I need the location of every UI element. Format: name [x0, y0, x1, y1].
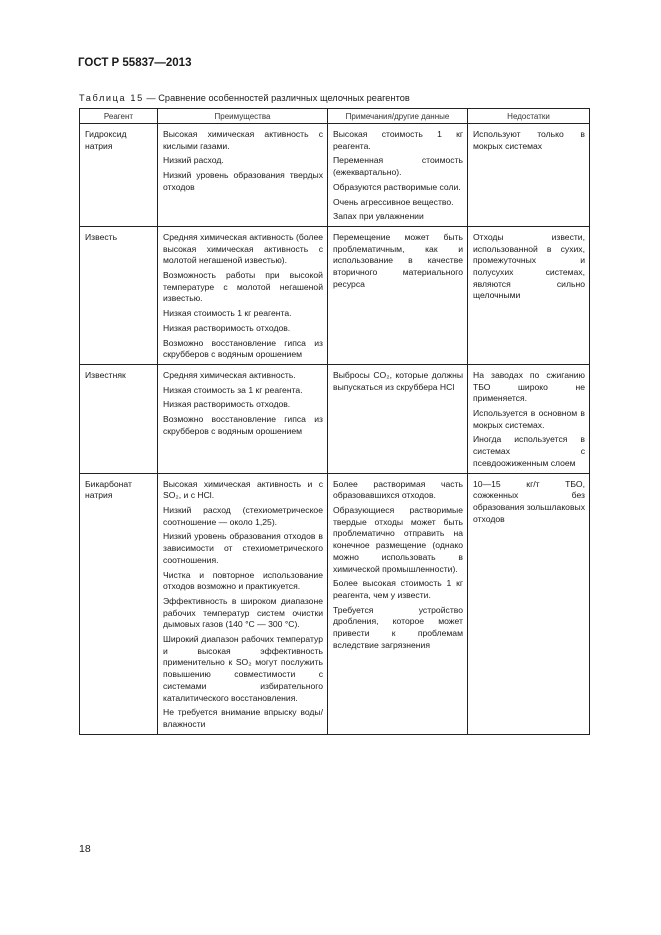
reagent-cell: Известь [80, 226, 158, 364]
header-advantages: Преимущества [158, 109, 328, 124]
advantage-item: Низкая растворимость отходов. [163, 399, 291, 410]
advantage-item: Низкая стоимость 1 кг реагента. [163, 308, 292, 319]
reagent-cell: Известняк [80, 364, 158, 473]
disadvantages-cell [468, 124, 590, 227]
advantages-cell [158, 226, 328, 364]
advantage-item: Чистка и повторное использование отходов возможно и практикуется. [163, 569, 323, 592]
advantage-item: Широкий диапазон рабочих температур и высокая эффективность применительно к SO₂ могут послужить повышению совместимости с системами избирательного каталитического восстановления. [163, 634, 323, 703]
advantage-item: Эффективность в широком диапазоне рабочих температур систем очистки дымовых газов (140 °C — 300 °C). [163, 595, 323, 630]
notes-cell [328, 473, 468, 734]
disadvantages-cell [468, 364, 590, 473]
table-caption-text: — Сравнение особенностей различных щелочных реагентов [143, 93, 410, 103]
note-item: Более растворимая часть образовавшихся отходов. [333, 478, 463, 501]
header-disadvantages: Недостатки [468, 109, 590, 124]
note-item: Перемещение может быть проблематичным, как и использование в качестве вторичного материального ресурса [333, 231, 463, 289]
advantage-item: Возможно восстановление гипса из скрубберов с водяным орошением [163, 414, 323, 436]
advantages-cell [158, 364, 328, 473]
advantage-item: Низкий расход (стехиометрическое соотношение — около 1,25). [163, 504, 323, 527]
table-row [80, 473, 590, 734]
note-item: Требуется устройство дробления, которое может привести к проблемам вследствие загрязнения [333, 604, 463, 650]
advantages-cell [158, 124, 328, 227]
advantage-item: Возможность работы при высокой температуре с молотой негашеной известью. [163, 270, 323, 304]
table-caption [79, 93, 410, 103]
advantage-item: Средняя химическая активность. [163, 369, 296, 380]
advantage-item: Высокая химическая активность с кислыми газами. [163, 129, 323, 151]
note-item: Запах при увлажнении [333, 211, 424, 222]
advantage-item: Возможно восстановление гипса из скрубберов с водяным орошением [163, 337, 323, 360]
note-item: Выбросы CO₂, которые должны выпускаться из скруббера HCl [333, 369, 463, 392]
advantage-item: Средняя химическая активность (более высокая химическая активность с молотой негашеной известью). [163, 231, 323, 266]
notes-cell [328, 364, 468, 473]
note-item: Более высокая стоимость 1 кг реагента, чем у извести. [333, 578, 463, 600]
advantage-item: Не требуется внимание впрыску воды/влажности [163, 707, 323, 729]
advantage-item: Низкий уровень образования отходов в зависимости от стехиометрического соотношения. [163, 531, 323, 565]
table-row [80, 364, 590, 473]
disadvantage-item: Отходы извести, использованной в сухих, промежуточных и полусухих системах, являются сильно щелочными [473, 231, 585, 301]
disadvantage-item: Используют только в мокрых системах [473, 129, 585, 151]
note-item: Очень агрессивное вещество. [333, 196, 454, 207]
advantage-item: Низкая стоимость за 1 кг реагента. [163, 384, 303, 395]
disadvantage-item: Используется в основном в мокрых системах. [473, 408, 585, 430]
reagent-cell: Бикарбонат натрия [80, 473, 158, 734]
notes-cell [328, 226, 468, 364]
disadvantage-item: Иногда используется в системах с псевдоожиженным слоем [473, 434, 585, 468]
table-row [80, 124, 590, 227]
advantages-cell [158, 473, 328, 734]
note-item: Образующиеся растворимые твердые отходы может быть проблематично отправить на конечное размещение (однако можно использовать в химической промышленности). [333, 504, 463, 574]
table-caption-prefix: Таблица 15 [79, 93, 144, 103]
advantage-item: Высокая химическая активность и с SO₂, и с HCl. [163, 478, 323, 501]
advantage-item: Низкий уровень образования твердых отходов [163, 170, 323, 192]
page-number: 18 [79, 843, 91, 855]
disadvantages-cell [468, 473, 590, 734]
advantage-item: Низкий расход. [163, 155, 224, 166]
table-body [80, 124, 590, 735]
header-reagent: Реагент [80, 109, 158, 124]
note-item: Переменная стоимость (ежеквартально). [333, 155, 463, 178]
disadvantage-item: На заводах по сжиганию ТБО широко не применяется. [473, 369, 585, 404]
advantage-item: Низкая растворимость отходов. [163, 322, 291, 333]
note-item: Образуются растворимые соли. [333, 181, 461, 192]
disadvantage-item: 10—15 кг/т ТБО, сожженных без образования зольшлаковых отходов [473, 478, 585, 524]
reagent-cell: Гидроксид натрия [80, 124, 158, 227]
document-header: ГОСТ Р 55837—2013 [78, 57, 192, 69]
note-item: Высокая стоимость 1 кг реагента. [333, 129, 463, 151]
notes-cell [328, 124, 468, 227]
table-row [80, 226, 590, 364]
comparison-table [79, 108, 590, 735]
header-notes: Примечания/другие данные [328, 109, 468, 124]
disadvantages-cell [468, 226, 590, 364]
table-header-row [80, 109, 590, 124]
